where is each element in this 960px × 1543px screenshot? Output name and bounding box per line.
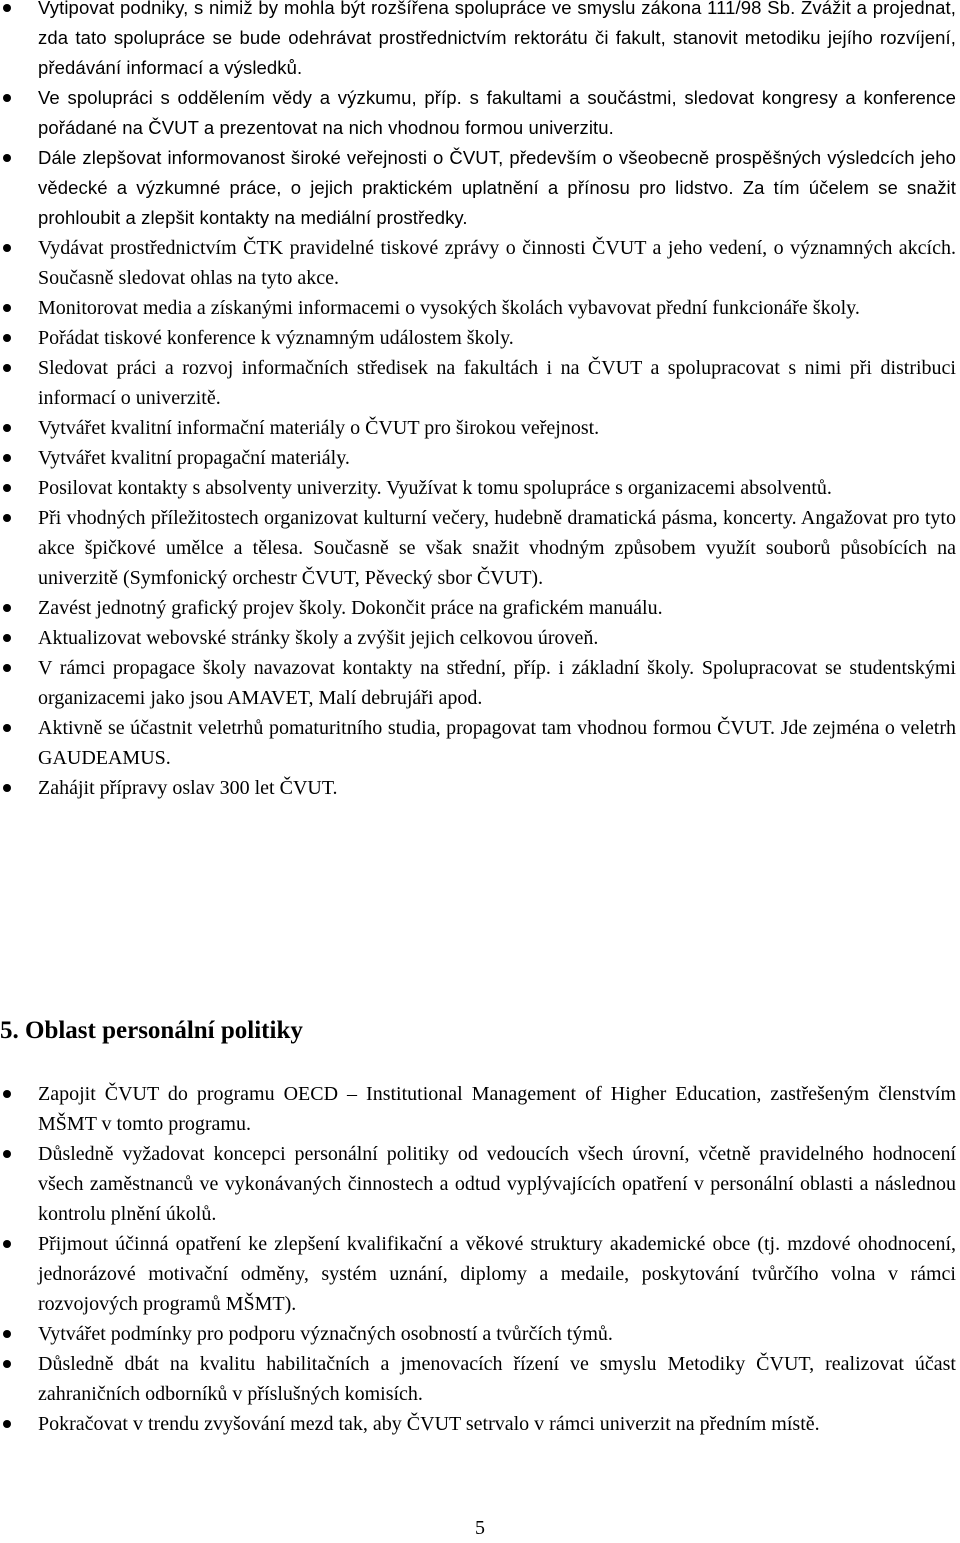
list-item bbox=[0, 353, 956, 413]
bullet-icon bbox=[3, 454, 11, 462]
list-item bbox=[0, 443, 956, 473]
bullet-icon bbox=[3, 364, 11, 372]
list-item-text: V rámci propagace školy navazovat kontakty na střední, příp. i základní školy. Spolupracovat se studentskými organizacemi jako jsou AMAVET, Malí debrujáři apod. bbox=[38, 657, 956, 709]
list-item-text: Důsledně dbát na kvalitu habilitačních a jmenovacích řízení ve smyslu Metodiky ČVUT, realizovat účast zahraničních odborníků v příslušných komisích. bbox=[38, 1353, 956, 1405]
list-item-text: Vytvářet podmínky pro podporu význačných osobností a tvůrčích týmů. bbox=[38, 1323, 613, 1345]
list-item bbox=[0, 1349, 956, 1409]
list-item-text: Dále zlepšovat informovanost široké veřejnosti o ČVUT, především o všeobecně prospěšných výsledcích jeho vědecké a výzkumné práce, o jejich praktickém uplatnění a přínosu pro lidstvo. Za tím účelem se snažit prohloubit a zlepšit kontakty na mediální prostředky. bbox=[38, 147, 956, 228]
list-item bbox=[0, 323, 956, 353]
list-item-text: Vytvářet kvalitní propagační materiály. bbox=[38, 447, 350, 469]
list-item-text: Aktivně se účastnit veletrhů pomaturitního studia, propagovat tam vhodnou formou ČVUT. Jde zejména o veletrh GAUDEAMUS. bbox=[38, 717, 956, 769]
bullet-icon bbox=[3, 4, 11, 12]
bullet-icon bbox=[3, 94, 11, 102]
bullet-icon bbox=[3, 484, 11, 492]
list-item bbox=[0, 233, 956, 293]
list-item bbox=[0, 503, 956, 593]
list-item bbox=[0, 413, 956, 443]
list-item bbox=[0, 1229, 956, 1319]
list-item bbox=[0, 293, 956, 323]
list-item-text: Zavést jednotný grafický projev školy. Dokončit práce na grafickém manuálu. bbox=[38, 597, 663, 619]
list-item bbox=[0, 473, 956, 503]
bullet-icon bbox=[3, 1150, 11, 1158]
bullet-icon bbox=[3, 1090, 11, 1098]
bullet-icon bbox=[3, 424, 11, 432]
list-item-text: Důsledně vyžadovat koncepci personální politiky od vedoucích všech úrovní, včetně pravidelného hodnocení všech zaměstnanců ve vykonávaných činnostech a odtud vyplývajících opatření v personální oblasti a následnou kontrolu plnění úkolů. bbox=[38, 1143, 956, 1225]
bullet-icon bbox=[3, 244, 11, 252]
list-item bbox=[0, 1079, 956, 1139]
list-item-text: Monitorovat media a získanými informacemi o vysokých školách vybavovat přední funkcionáře školy. bbox=[38, 297, 860, 319]
bullet-icon bbox=[3, 664, 11, 672]
section-heading: 5. Oblast personální politiky bbox=[0, 1017, 303, 1044]
list-item-text: Sledovat práci a rozvoj informačních středisek na fakultách i na ČVUT a spolupracovat s nimi při distribuci informací o univerzitě. bbox=[38, 357, 956, 409]
list-item bbox=[0, 593, 956, 623]
bullet-icon bbox=[3, 334, 11, 342]
bullet-icon bbox=[3, 634, 11, 642]
list-item bbox=[0, 653, 956, 713]
list-item-text: Aktualizovat webovské stránky školy a zvýšit jejich celkovou úroveň. bbox=[38, 627, 599, 649]
list-item-text: Vytvářet kvalitní informační materiály o ČVUT pro širokou veřejnost. bbox=[38, 417, 600, 439]
bullet-icon bbox=[3, 604, 11, 612]
bullet-icon bbox=[3, 784, 11, 792]
list-item bbox=[0, 623, 956, 653]
list-item bbox=[0, 1319, 956, 1349]
list-item bbox=[0, 1409, 956, 1439]
list-item bbox=[0, 1139, 956, 1229]
list-item bbox=[0, 773, 956, 803]
bullet-list-personnel bbox=[0, 1079, 956, 1439]
list-item bbox=[0, 0, 956, 83]
list-item-text: Vytipovat podniky, s nimiž by mohla být rozšířena spolupráce ve smyslu zákona 111/98 Sb. Zvážit a projednat, zda tato spolupráce se bude odehrávat prostřednictvím rektorátu či fakult, stanovit metodiku jejího rozvíjení, předávání informací a výsledků. bbox=[38, 0, 956, 78]
list-item-text: Posilovat kontakty s absolventy univerzity. Využívat k tomu spolupráce s organizacemi absolventů. bbox=[38, 477, 832, 499]
bullet-icon bbox=[3, 1360, 11, 1368]
list-item-text: Ve spolupráci s oddělením vědy a výzkumu, příp. s fakultami a součástmi, sledovat kongresy a konference pořádané na ČVUT a prezentovat na nich vhodnou formou univerzitu. bbox=[38, 87, 956, 138]
list-item-text: Přijmout účinná opatření ke zlepšení kvalifikační a věkové struktury akademické obce (tj. mzdové ohodnocení, jednorázové motivační odměny, systém uznání, diplomy a medaile, poskytování tvůrčího volna v rámci rozvojových programů MŠMT). bbox=[38, 1233, 956, 1315]
list-item bbox=[0, 713, 956, 773]
page-number: 5 bbox=[475, 1517, 485, 1539]
bullet-icon bbox=[3, 1240, 11, 1248]
list-item-text: Vydávat prostřednictvím ČTK pravidelné tiskové zprávy o činnosti ČVUT a jeho vedení, o významných akcích. Současně sledovat ohlas na tyto akce. bbox=[38, 237, 956, 289]
bullet-icon bbox=[3, 154, 11, 162]
list-item-text: Zahájit přípravy oslav 300 let ČVUT. bbox=[38, 777, 338, 799]
bullet-icon bbox=[3, 724, 11, 732]
list-item-text: Zapojit ČVUT do programu OECD – Institutional Management of Higher Education, zastřešeným členstvím MŠMT v tomto programu. bbox=[38, 1083, 956, 1135]
list-item-text: Pokračovat v trendu zvyšování mezd tak, aby ČVUT setrvalo v rámci univerzit na předním místě. bbox=[38, 1413, 820, 1435]
list-item bbox=[0, 83, 956, 143]
list-item bbox=[0, 143, 956, 233]
list-item-text: Při vhodných příležitostech organizovat kulturní večery, hudebně dramatická pásma, koncerty. Angažovat pro tyto akce špičkové umělce a tělesa. Současně se však snažit vhodným způsobem využít souborů působících na univerzitě (Symfonický orchestr ČVUT, Pěvecký sbor ČVUT). bbox=[38, 507, 956, 589]
list-item-text: Pořádat tiskové konference k významným událostem školy. bbox=[38, 327, 514, 349]
bullet-icon bbox=[3, 1330, 11, 1338]
bullet-icon bbox=[3, 1420, 11, 1428]
bullet-icon bbox=[3, 304, 11, 312]
bullet-icon bbox=[3, 514, 11, 522]
